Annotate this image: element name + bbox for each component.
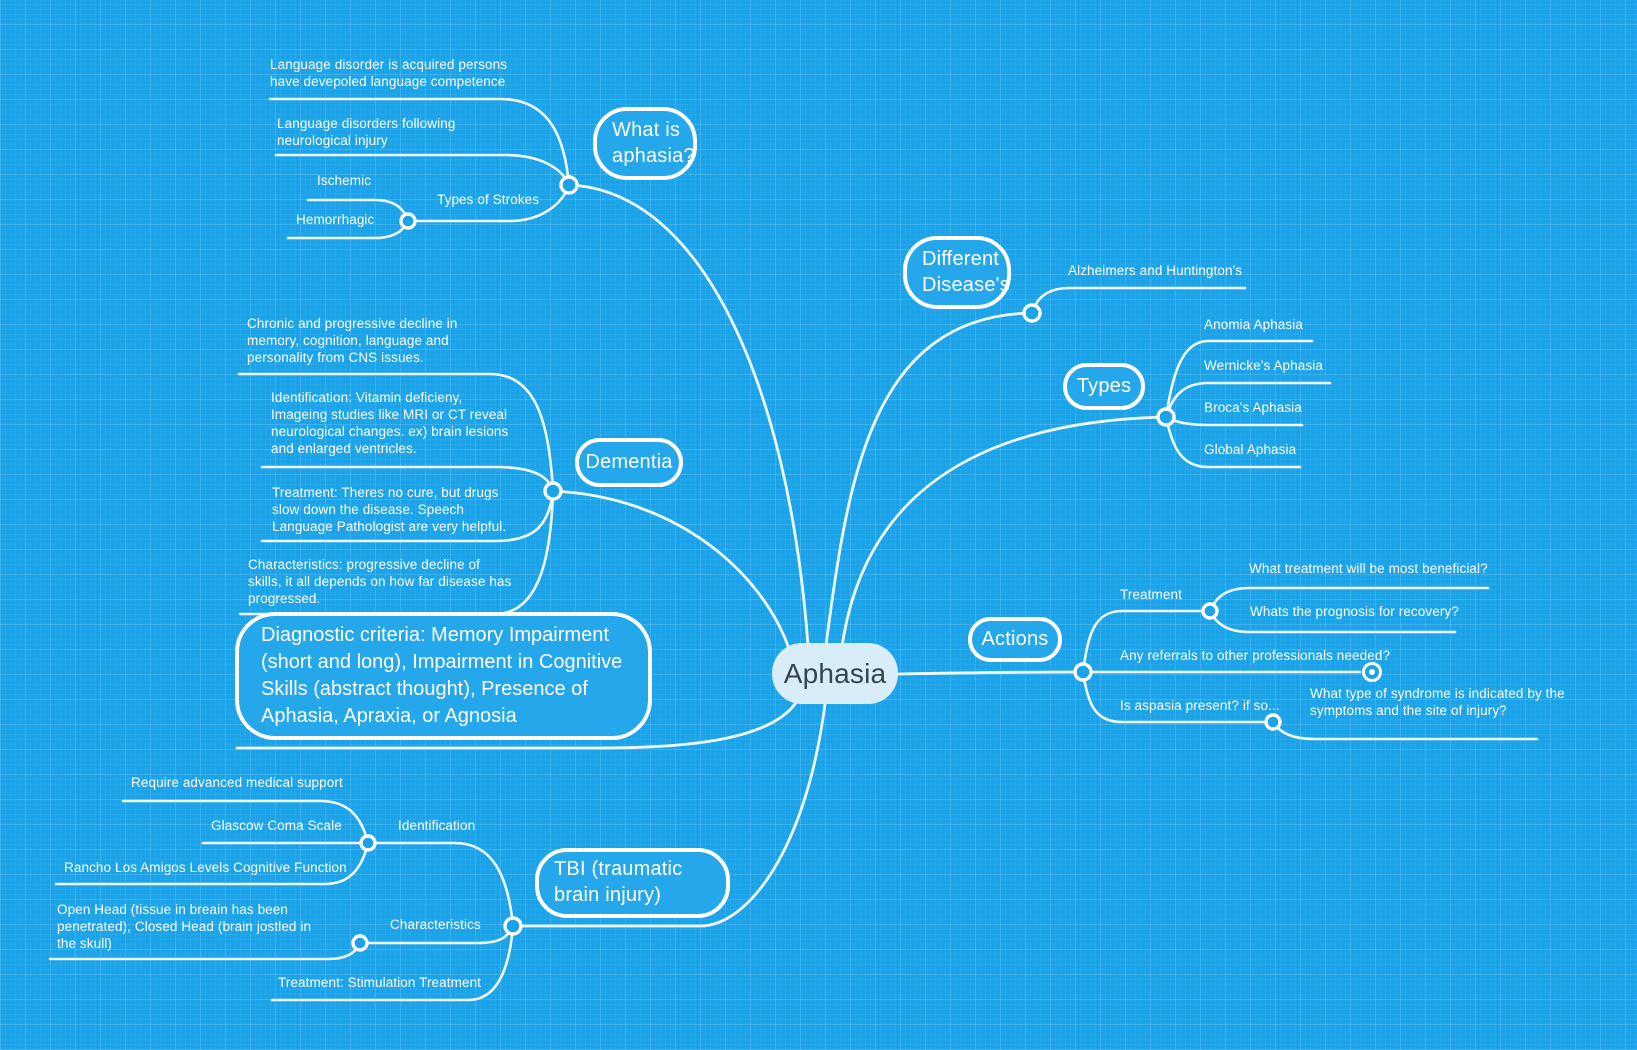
label-treatment-actions[interactable]: Treatment	[1120, 587, 1182, 602]
junction-types[interactable]	[1158, 409, 1174, 425]
bullseye-marker-referrals[interactable]	[1364, 664, 1381, 681]
junction-characteristics-tbi[interactable]	[353, 936, 367, 950]
topic-dementia-label: Dementia	[585, 450, 673, 473]
leaf-chronic[interactable]: Chronic and progressive decline in memory, cognition, language and personality from CNS issues.	[247, 316, 458, 365]
leaf-beneficial[interactable]: What treatment will be most beneficial?	[1249, 561, 1488, 576]
label-characteristics-tbi[interactable]: Characteristics	[390, 917, 481, 932]
label-aspasia[interactable]: Is aspasia present? if so...	[1120, 698, 1280, 713]
central-topic-label: Aphasia	[783, 657, 887, 689]
leaf-neurological[interactable]: Language disorders following neurological injury	[277, 116, 456, 148]
connector-actions	[898, 672, 1083, 674]
leaf-syndrome[interactable]: What type of syndrome is indicated by the symptoms and the site of injury?	[1310, 686, 1565, 718]
junction-types-of-strokes[interactable]	[401, 214, 415, 228]
topic-types-label: Types	[1076, 374, 1132, 397]
topic-actions-label: Actions	[981, 627, 1049, 650]
leaf-identification-dementia[interactable]: Identification: Vitamin deficieny, Imageing studies like MRI or CT reveal neurological changes. ex) brain lesions and enlarged ventricles.	[271, 390, 509, 456]
topic-tbi-label: TBI (traumatic brain injury)	[554, 858, 683, 906]
junction-treatment-actions[interactable]	[1203, 604, 1217, 618]
junction-dementia[interactable]	[545, 483, 561, 499]
leaf-ischemic[interactable]: Ischemic	[317, 173, 372, 188]
junction-tbi[interactable]	[505, 918, 521, 934]
topic-diagnostic-criteria[interactable]	[235, 612, 652, 740]
label-types-of-strokes[interactable]: Types of Strokes	[437, 192, 540, 207]
topic-tbi[interactable]	[535, 848, 730, 918]
leaf-require-support[interactable]: Require advanced medical support	[131, 775, 343, 790]
leaf-referrals[interactable]: Any referrals to other professionals needed?	[1120, 648, 1391, 663]
underline-brocas	[1166, 417, 1302, 425]
leaf-brocas[interactable]: Broca's Aphasia	[1204, 400, 1302, 415]
junction-different-diseases[interactable]	[1024, 305, 1040, 321]
leaf-rancho[interactable]: Rancho Los Amigos Levels Cognitive Function	[64, 860, 347, 875]
underline-syndrome	[1273, 722, 1537, 739]
junction-aspasia[interactable]	[1266, 715, 1280, 729]
central-topic-aphasia[interactable]	[772, 643, 898, 704]
topic-types[interactable]	[1063, 363, 1145, 410]
underline-identification-tbi	[368, 843, 513, 926]
leaf-wernickes[interactable]: Wernicke's Aphasia	[1204, 358, 1323, 373]
topic-what-is-aphasia[interactable]	[593, 107, 697, 180]
topic-different-diseases[interactable]	[903, 236, 1011, 309]
leaf-anomia[interactable]: Anomia Aphasia	[1204, 317, 1303, 332]
leaf-acquired[interactable]: Language disorder is acquired persons have devepoled language competence	[270, 57, 508, 89]
topic-actions[interactable]	[968, 617, 1062, 662]
junction-identification-tbi[interactable]	[361, 836, 375, 850]
topic-dementia[interactable]	[575, 438, 683, 487]
topic-diagnostic-criteria-label: Diagnostic criteria: Memory Impairment (short and long), Impairment in Cognitive Skills (abstract thought), Presence of Aphasia, Apraxia, or Agnosia	[261, 623, 623, 728]
topic-different-diseases-label: Different Disease's	[922, 247, 1010, 296]
leaf-open-head[interactable]: Open Head (tissue in breain has been penetrated), Closed Head (brain jostled in the skull)	[57, 902, 312, 951]
junction-what-is-aphasia[interactable]	[561, 177, 577, 193]
label-identification-tbi[interactable]: Identification	[398, 818, 476, 833]
underline-alzheimers	[1032, 288, 1245, 313]
topic-what-is-aphasia-label: What is aphasia?	[612, 118, 695, 167]
connector-what-is-aphasia	[569, 185, 808, 645]
leaf-hemorrhagic[interactable]: Hemorrhagic	[296, 212, 375, 227]
leaf-alzheimers[interactable]: Alzheimers and Huntington's	[1068, 263, 1243, 278]
connector-different-diseases	[826, 313, 1032, 645]
leaf-stimulation[interactable]: Treatment: Stimulation Treatment	[278, 975, 482, 990]
leaf-glascow[interactable]: Glascow Coma Scale	[211, 818, 342, 833]
junction-actions[interactable]	[1075, 664, 1091, 680]
leaf-global[interactable]: Global Aphasia	[1204, 442, 1297, 457]
leaf-characteristics-dementia[interactable]: Characteristics: progressive decline of skills, it all depends on how far disease has progressed.	[248, 557, 512, 606]
leaf-prognosis[interactable]: Whats the prognosis for recovery?	[1250, 604, 1459, 619]
leaf-treatment-dementia[interactable]: Treatment: Theres no cure, but drugs slow down the disease. Speech Language Pathologist are very helpful.	[272, 485, 507, 534]
